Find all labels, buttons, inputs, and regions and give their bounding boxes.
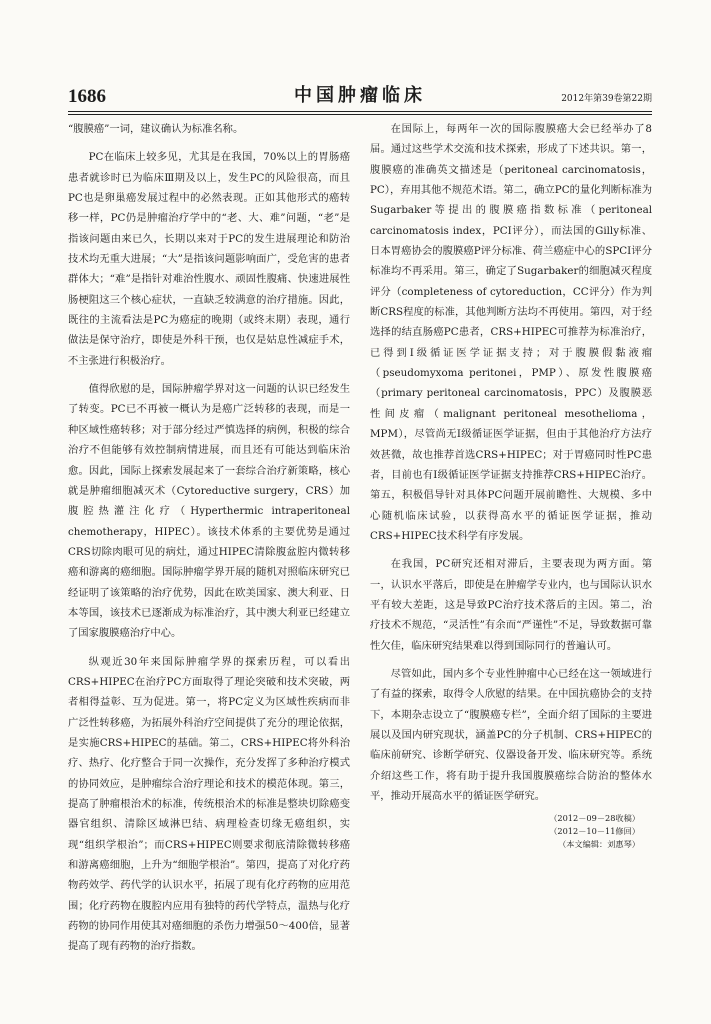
paragraph: 纵观近30年来国际肿瘤学界的探索历程，可以看出CRS+HIPEC在治疗PC方面取得了理论突破和技术突破，两者相得益彰、互为促进。第一，将PC定义为区域性疾病而非广泛性转移癌，为拓展外科治疗空间提供了充分的理论依据，是实施CRS+HIPEC的基础。第二，CRS+HIPEC将外科治疗、热疗、化疗整合于同一次操作，充分发挥了多种治疗模式的协同效应，是肿瘤综合治疗理论和技术的模范体现。第三，提高了肿瘤根治术的标准，传统根治术的标准是整块切除癌变器官组织、清除区域淋巴结、病理检查切缘无癌组织，实现“组织学根治”；而CRS+HIPEC则要求彻底清除微转移癌和游离癌细胞，上升为“细胞学根治”。第四，提高了对化疗药物药效学、药代学的认识水平，拓展了现有化疗药物的应用范围；化疗药物在腹腔内应用有独特的药代学特点，温热与化疗药物的协同作用使其对癌细胞的杀伤力增强50～400倍，显著提高了现有药物的治疗指数。 <box>68 655 350 953</box>
revised-date: （2012－10－11修回） <box>549 826 640 837</box>
journal-title: 中国肿瘤临床 <box>294 85 426 106</box>
article-dates <box>370 812 652 851</box>
right-column <box>370 119 652 851</box>
left-column <box>68 119 350 957</box>
header-rule-thick <box>68 111 652 112</box>
received-date: （2012－09－28收稿） <box>549 813 640 824</box>
paragraph: PC在临床上较多见，尤其是在我国，70%以上的胃肠癌患者就诊时已为临床Ⅲ期及以上，发生PC的风险很高，而且PC也是卵巢癌发展过程中的必然表现。正如其他形式的癌转移一样，PC仍是肿瘤治疗学中的“老、大、难”问题，“老”是指该问题由来已久，长期以来对于PC的发生进展理论和防治技术均无重大进展；“大”是指该问题影响面广，受危害的患者群体大；“难”是指针对难治性腹水、顽固性腹痛、快速进展性肠梗阻这三个核心症状，一直缺乏较满意的治疗措施。因此，既往的主流看法是PC为癌症的晚期（或终末期）表现，通行做法是保守治疗，即使是外科干预，也仅是姑息性减症手术，不主张进行积极治疗。 <box>68 151 350 367</box>
editor-note: （本文编辑：刘惠琴） <box>558 839 640 850</box>
paragraph: 尽管如此，国内多个专业性肿瘤中心已经在这一领域进行了有益的探索，取得令人欣慰的结果。在中国抗癌协会的支持下，本期杂志设立了“腹膜癌专栏”，全面介绍了国际的主要进展以及国内研究现状，涵盖PC的分子机制、CRS+HIPEC的临床前研究、诊断学研究、仪器设备开发、临床研究等。系统介绍这些工作，将有助于提升我国腹膜癌综合防治的整体水平，推动开展高水平的循证医学研究。 <box>370 667 652 802</box>
issue-info: 2012年第39卷第22期 <box>561 94 652 104</box>
page-header <box>68 85 652 111</box>
header-rule-thin <box>68 114 652 115</box>
paragraph: 在国际上，每两年一次的国际腹膜癌大会已经举办了8届。通过这些学术交流和技术探索，形成了下述共识。第一，腹膜癌的准确英文描述是（peritoneal carcinomatosis，PC），弃用其他不规范术语。第二，确立PC的量化判断标准为Sugarbaker等提出的腹膜癌指数标准（peritoneal carcinomatosis index，PCI评分），而法国的Gilly标准、日本胃癌协会的腹膜癌P评分标准、荷兰癌症中心的SPCI评分标准均不再采用。第三，确定了Sugarbaker的细胞减灭程度评分（completeness of cytoreduction，CC评分）作为判断CRS程度的标准，其他判断方法均不再使用。第四，对于经选择的结直肠癌PC患者，CRS+HIPEC可推荐为标准治疗，已得到Ⅰ级循证医学证据支持；对于腹膜假黏液瘤（pseudomyxoma peritonei，PMP）、原发性腹膜癌（primary peritoneal carcinomatosis，PPC）及腹膜恶性间皮瘤（malignant peritoneal mesothelioma，MPM），尽管尚无Ⅰ级循证医学证据，但由于其他治疗方法疗效甚微，故也推荐首选CRS+HIPEC；对于胃癌同时性PC患者，目前也有Ⅰ级循证医学证据支持推荐CRS+HIPEC治疗。第五，积极倡导针对具体PC问题开展前瞻性、大规模、多中心随机临床试验，以获得高水平的循证医学证据，推动CRS+HIPEC技术科学有序发展。 <box>370 123 652 542</box>
paragraph: 在我国，PC研究还相对滞后，主要表现为两方面。第一，认识水平落后，即使是在肿瘤学专业内，也与国际认识水平有较大差距，这是导致PC治疗技术落后的主因。第二，治疗技术不规范，“灵活性”有余而“严谨性”不足，导致数据可靠性欠佳，临床研究结果难以得到国际同行的普遍认可。 <box>370 558 652 652</box>
page-number: 1686 <box>68 86 106 107</box>
paragraph: 值得欣慰的是，国际肿瘤学界对这一问题的认识已经发生了转变。PC已不再被一概认为是癌广泛转移的表现，而是一种区域性癌转移；对于部分经过严慎选择的病例，积极的综合治疗不但能够有效控制病情进展，而且还有可能达到临床治愈。因此，国际上探索发展起来了一套综合治疗新策略，核心就是肿瘤细胞减灭术（Cytoreductive surgery，CRS）加腹腔热灌注化疗（Hyperthermic intraperitoneal chemotherapy，HIPEC）。该技术体系的主要优势是通过CRS切除肉眼可见的病灶，通过HIPEC清除腹盆腔内微转移癌和游离的癌细胞。国际肿瘤学界开展的随机对照临床研究已经证明了该策略的治疗优势，因此在欧美国家、澳大利亚、日本等国，该技术已逐渐成为标准治疗，其中澳大利亚已经建立了国家腹膜癌治疗中心。 <box>68 383 350 640</box>
paragraph: “腹膜癌”一词，建议确认为标准名称。 <box>68 123 244 135</box>
